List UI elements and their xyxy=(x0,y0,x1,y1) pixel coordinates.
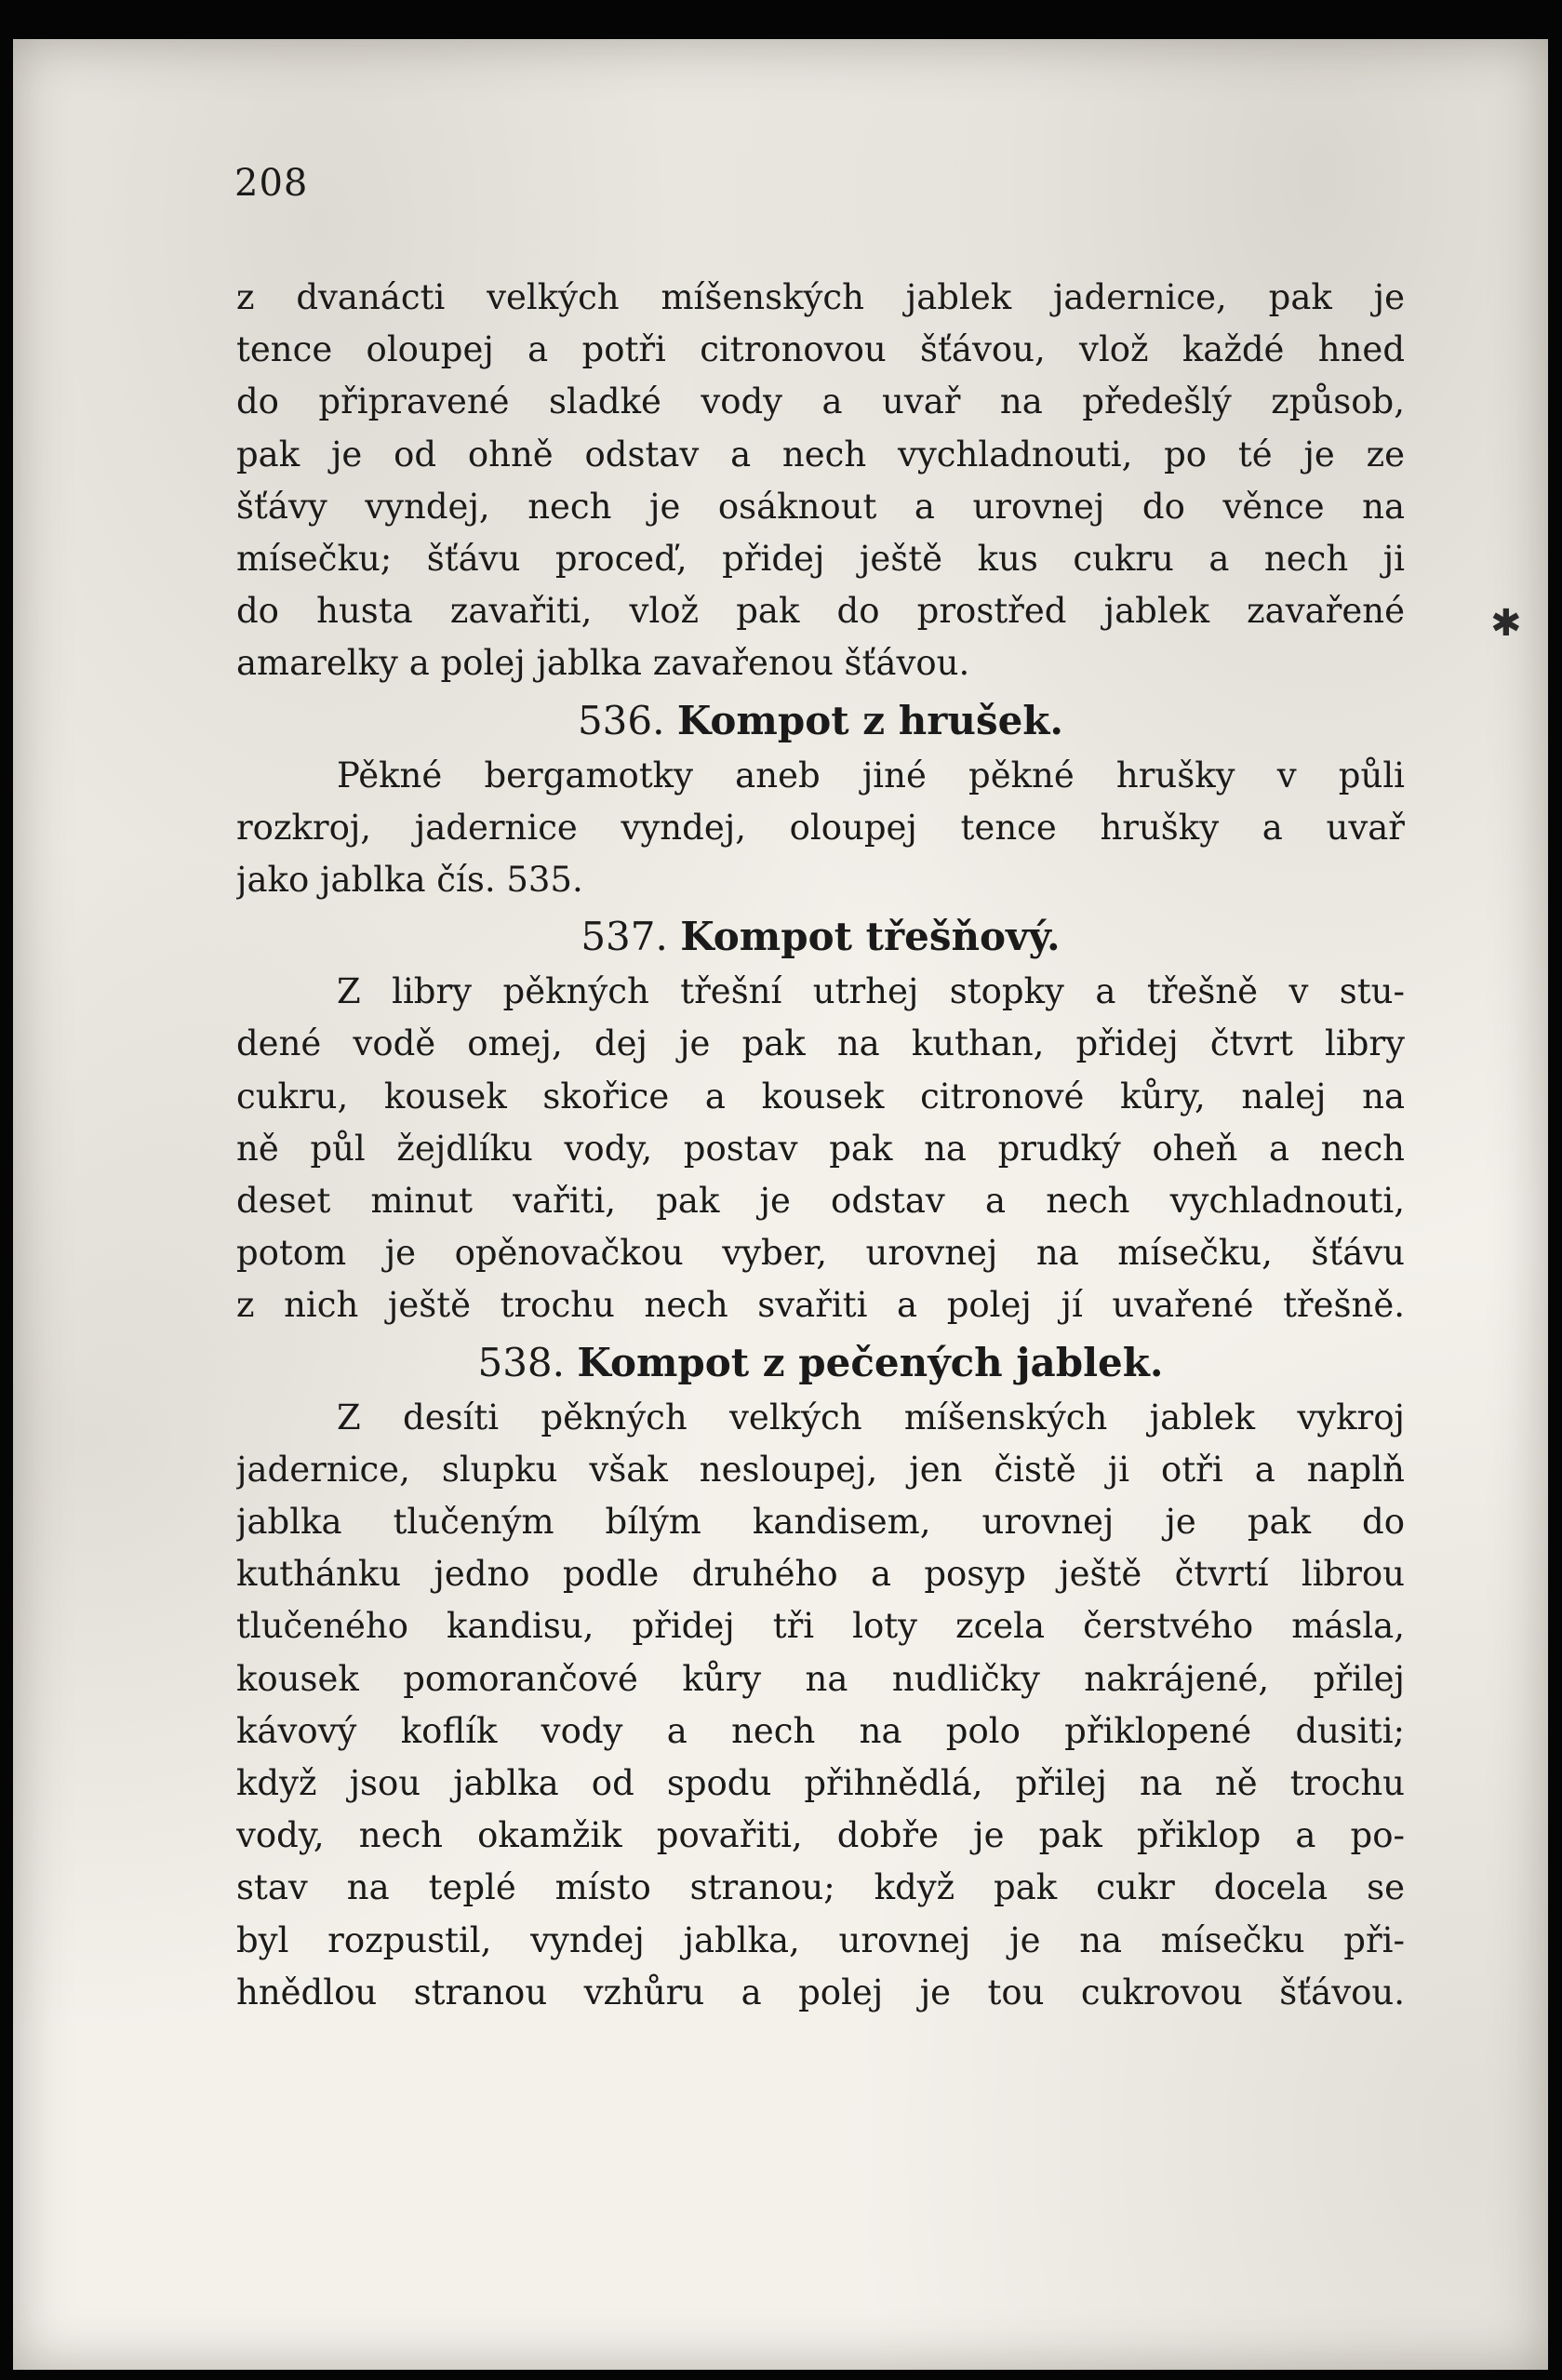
text-line: Pěkné bergamotky aneb jiné pěkné hrušky v půli xyxy=(337,755,1405,796)
text-line: když jsou jablka od spodu přihnědlá, přilej na ně trochu xyxy=(236,1763,1405,1804)
recipe-title: Kompot z pečených jablek. xyxy=(577,1339,1164,1385)
text-line: cukru, kousek skořice a kousek citronové kůry, nalej na xyxy=(236,1076,1405,1116)
recipe-heading-536 xyxy=(236,694,1405,748)
text-line: deset minut vařiti, pak je odstav a nech vychladnouti, xyxy=(236,1181,1405,1222)
text-line: kávový koflík vody a nech na polo přiklopené dusiti; xyxy=(236,1710,1405,1751)
text-line: jablka tlučeným bílým kandisem, urovnej je pak do xyxy=(236,1502,1405,1543)
text-line: ně půl žejdlíku vody, postav pak na prudký oheň a nech xyxy=(236,1128,1405,1169)
recipe-title: Kompot třešňový. xyxy=(680,914,1061,960)
text-line: vody, nech okamžik povařiti, dobře je pak přiklop a po- xyxy=(236,1815,1405,1856)
text-line: do připravené sladké vody a uvař na předešlý způsob, xyxy=(236,381,1405,422)
text-line: pak je od ohně odstav a nech vychladnouti, po té je ze xyxy=(236,434,1405,475)
text-line: tlučeného kandisu, přidej tři loty zcela čerstvého másla, xyxy=(236,1606,1405,1647)
text-line: do husta zavařiti, vlož pak do prostřed jablek zavařené xyxy=(236,591,1405,632)
text-line: kuthánku jedno podle druhého a posyp ještě čtvrtí librou xyxy=(236,1554,1405,1595)
text-line: z dvanácti velkých míšenských jablek jadernice, pak je xyxy=(236,277,1405,317)
text-line: rozkroj, jadernice vyndej, oloupej tence hrušky a uvař xyxy=(236,807,1405,848)
recipe-heading-538 xyxy=(236,1336,1405,1390)
recipe-body-538 xyxy=(236,1392,1405,2019)
text-line: tence oloupej a potři citronovou šťávou, vlož každé hned xyxy=(236,329,1405,370)
recipe-number: 537. xyxy=(581,914,668,960)
text-line: potom je opěnovačkou vyber, urovnej na mísečku, šťávu xyxy=(236,1233,1405,1274)
text-line: stav na teplé místo stranou; když pak cukr docela se xyxy=(236,1867,1405,1908)
recipe-body-537 xyxy=(236,966,1405,1331)
text-line: mísečku; šťávu proceď, přidej ještě kus cukru a nech ji xyxy=(236,539,1405,580)
paragraph-continued xyxy=(236,272,1405,690)
page-number: 208 xyxy=(234,162,309,205)
recipe-number: 536. xyxy=(577,697,665,743)
text-line: dené vodě omej, dej je pak na kuthan, přidej čtvrt libry xyxy=(236,1023,1405,1064)
book-page xyxy=(13,39,1548,2370)
text-line: jako jablka čís. 535. xyxy=(236,860,583,901)
page-text xyxy=(236,272,1405,2019)
text-line: byl rozpustil, vyndej jablka, urovnej je na mísečku při- xyxy=(236,1919,1405,1960)
text-line: jadernice, slupku však nesloupej, jen čistě ji otři a naplň xyxy=(236,1449,1405,1490)
text-line: amarelky a polej jablka zavařenou šťávou. xyxy=(236,643,970,684)
text-line: kousek pomorančové kůry na nudličky nakrájené, přilej xyxy=(236,1658,1405,1699)
text-line: z nich ještě trochu nech svařiti a polej jí uvařené třešně. xyxy=(236,1285,1405,1326)
text-line: Z desíti pěkných velkých míšenských jablek vykroj xyxy=(337,1397,1405,1437)
recipe-title: Kompot z hrušek. xyxy=(676,697,1064,743)
recipe-body-536 xyxy=(236,750,1405,907)
recipe-number: 538. xyxy=(477,1339,565,1385)
margin-mark: ✱ xyxy=(1490,602,1522,645)
recipe-heading-537 xyxy=(236,910,1405,964)
text-line: Z libry pěkných třešní utrhej stopky a třešně v stu- xyxy=(337,971,1405,1012)
text-line: hnědlou stranou vzhůru a polej je tou cukrovou šťávou. xyxy=(236,1972,1405,2012)
text-line: šťávy vyndej, nech je osáknout a urovnej do věnce na xyxy=(236,486,1405,527)
